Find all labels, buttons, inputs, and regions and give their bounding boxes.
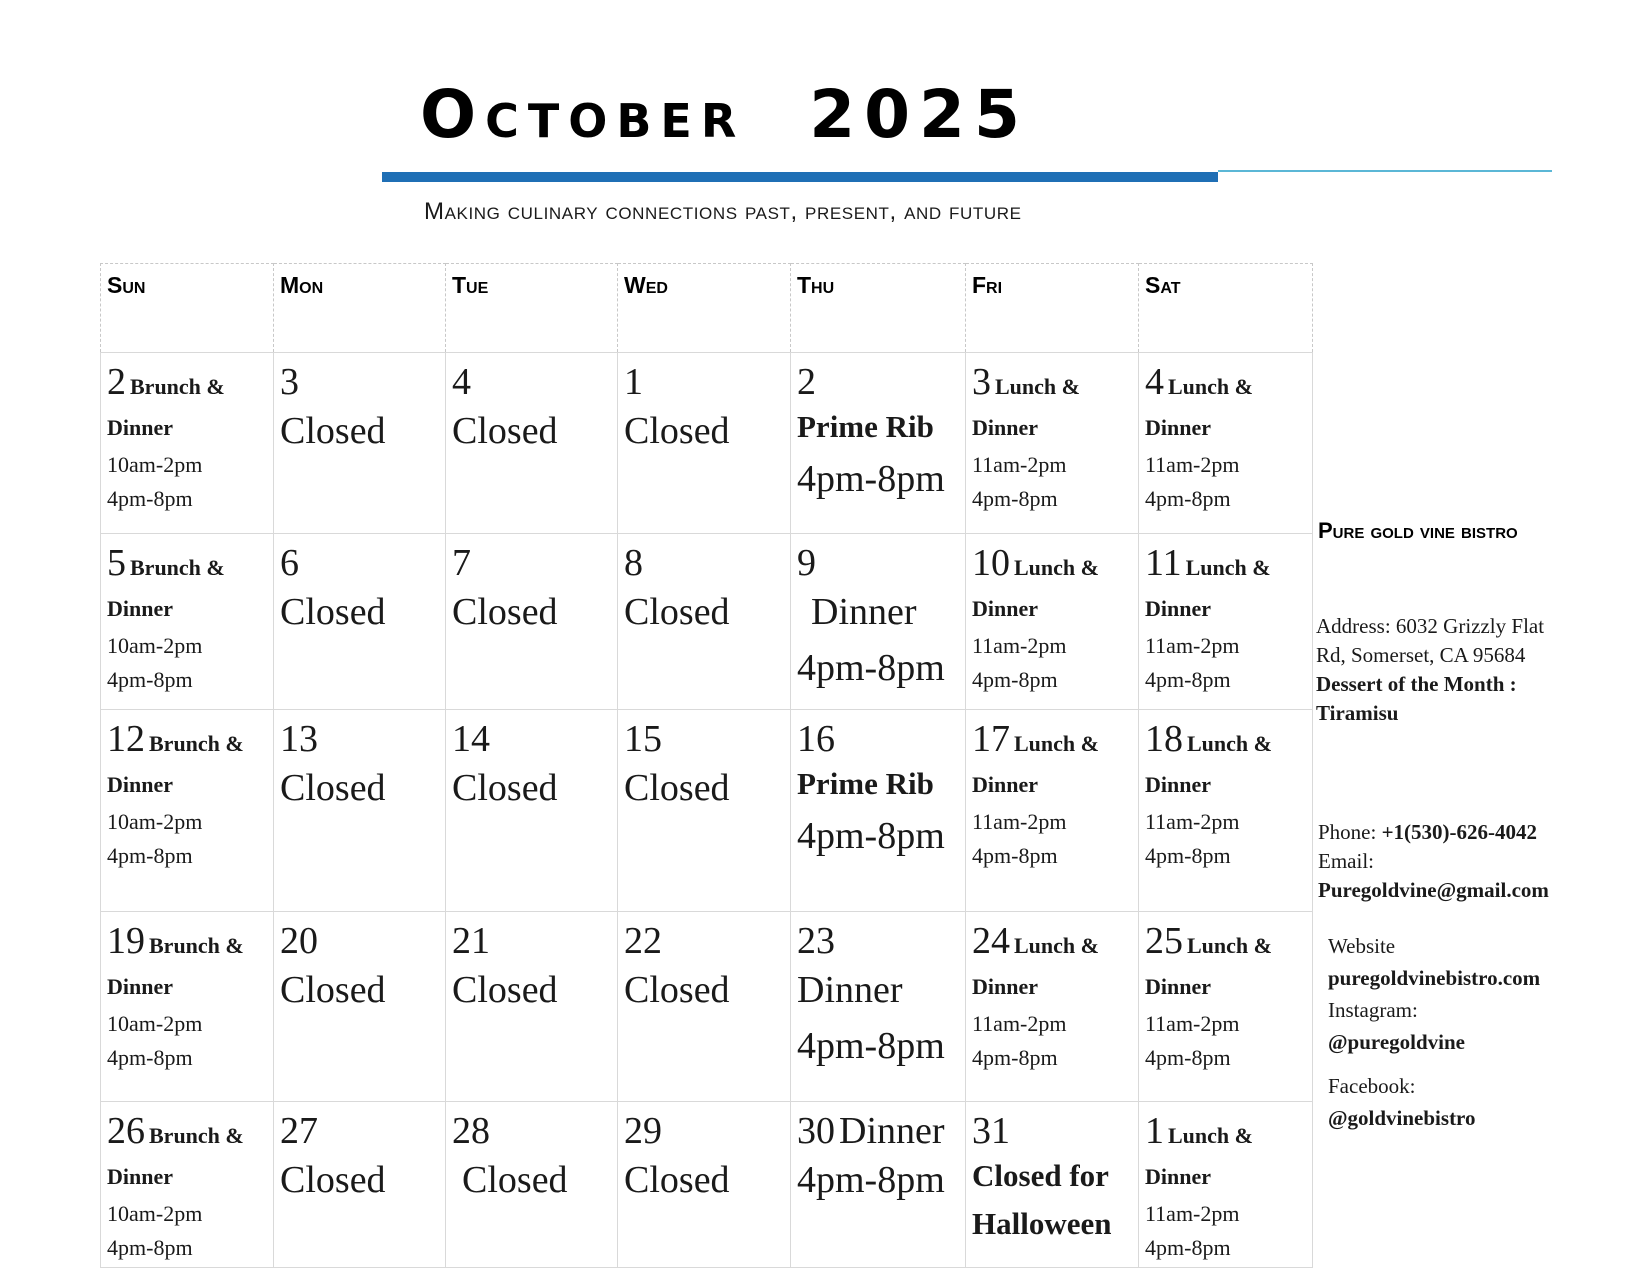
- day-number: 13: [280, 718, 318, 760]
- social-block: [1328, 930, 1598, 1134]
- service-label: Brunch &: [130, 374, 225, 399]
- email-label: Email:: [1318, 849, 1374, 873]
- phone-value[interactable]: +1(530)-626-4042: [1381, 820, 1538, 844]
- closed-label: Closed: [462, 1159, 568, 1201]
- service-hours: 11am-2pm: [972, 633, 1067, 658]
- day-number: 7: [452, 542, 471, 584]
- service-hours: 4pm-8pm: [107, 486, 193, 511]
- closed-label: Closed: [280, 410, 386, 452]
- service-label: Dinner: [811, 591, 917, 633]
- service-hours: 4pm-8pm: [1145, 1045, 1231, 1070]
- instagram-handle[interactable]: @puregoldvine: [1328, 1030, 1466, 1054]
- day-number: 4: [452, 361, 471, 403]
- service-label: Brunch &: [149, 731, 244, 756]
- address-line-1: 6032 Grizzly Flat: [1395, 614, 1545, 638]
- day-cell: [101, 1102, 274, 1268]
- service-label-cont: Dinner: [1145, 415, 1211, 440]
- day-cell: [446, 353, 618, 534]
- day-number: 1: [1145, 1110, 1164, 1152]
- day-number: 4: [1145, 361, 1164, 403]
- day-number: 26: [107, 1110, 145, 1152]
- service-label: Dinner: [797, 969, 903, 1011]
- week-row: [101, 912, 1313, 1102]
- service-hours: 4pm-8pm: [972, 667, 1058, 692]
- instagram-label: Instagram:: [1328, 998, 1418, 1022]
- weekday-header-row: [101, 264, 1313, 353]
- service-label-cont: Dinner: [1145, 596, 1211, 621]
- day-number: 20: [280, 920, 318, 962]
- service-label: Lunch &: [1187, 933, 1272, 958]
- service-label-cont: Dinner: [1145, 1164, 1211, 1189]
- bistro-name: Pure gold vine bistro: [1318, 518, 1518, 543]
- service-hours: 4pm-8pm: [1145, 667, 1231, 692]
- service-hours: 10am-2pm: [107, 809, 203, 834]
- service-label: Lunch &: [1185, 555, 1271, 580]
- day-cell: [446, 534, 618, 710]
- day-cell: [1139, 1102, 1313, 1268]
- day-number: 24: [972, 920, 1010, 962]
- address-block: [1316, 612, 1566, 728]
- service-hours: 4pm-8pm: [107, 843, 193, 868]
- service-hours: 4pm-8pm: [107, 667, 193, 692]
- facebook-label: Facebook:: [1328, 1074, 1416, 1098]
- closed-label: Closed: [624, 410, 730, 452]
- email-value[interactable]: Puregoldvine@gmail.com: [1318, 878, 1549, 902]
- service-label-cont: Dinner: [107, 415, 173, 440]
- day-number: 3: [280, 361, 299, 403]
- day-number: 23: [797, 920, 835, 962]
- day-number: 12: [107, 718, 145, 760]
- day-number: 17: [972, 718, 1010, 760]
- day-number: 14: [452, 718, 490, 760]
- service-hours: 4pm-8pm: [972, 843, 1058, 868]
- service-hours: 11am-2pm: [1145, 1201, 1240, 1226]
- day-cell: [966, 1102, 1139, 1268]
- day-cell: [274, 1102, 446, 1268]
- day-number: 27: [280, 1110, 318, 1152]
- day-cell: [101, 353, 274, 534]
- dessert-value: Tiramisu: [1316, 701, 1399, 725]
- day-cell: [1139, 534, 1313, 710]
- day-number: 19: [107, 920, 145, 962]
- day-cell: [101, 912, 274, 1102]
- closed-label: Closed: [624, 1159, 730, 1201]
- day-number: 30: [797, 1110, 835, 1152]
- service-hours: 11am-2pm: [972, 809, 1067, 834]
- weekday-wed: Wed: [618, 264, 791, 353]
- service-hours: 11am-2pm: [972, 452, 1067, 477]
- service-hours: 11am-2pm: [1145, 452, 1240, 477]
- service-label-cont: Dinner: [107, 1164, 173, 1189]
- day-cell: [446, 912, 618, 1102]
- week-row: [101, 353, 1313, 534]
- service-hours: 4pm-8pm: [972, 486, 1058, 511]
- service-label-cont: Dinner: [107, 974, 173, 999]
- day-number: 29: [624, 1110, 662, 1152]
- calendar-title: October 2025: [420, 76, 1029, 153]
- closed-label: Closed: [452, 767, 558, 809]
- service-hours: 4pm-8pm: [1145, 1235, 1231, 1260]
- day-cell: [274, 912, 446, 1102]
- closed-label: Closed: [280, 969, 386, 1011]
- service-hours: 4pm-8pm: [797, 1025, 945, 1067]
- service-hours: 11am-2pm: [1145, 1011, 1240, 1036]
- day-cell: [274, 353, 446, 534]
- closed-label: Closed: [624, 591, 730, 633]
- service-label: Lunch &: [995, 374, 1080, 399]
- service-label-cont: Dinner: [1145, 974, 1211, 999]
- week-row: [101, 710, 1313, 912]
- day-number: 16: [797, 718, 835, 760]
- service-label-cont: Dinner: [972, 596, 1038, 621]
- weekday-sun: Sun: [101, 264, 274, 353]
- day-cell: [618, 534, 791, 710]
- day-cell: [446, 710, 618, 912]
- day-number: 11: [1145, 542, 1182, 584]
- weekday-tue: Tue: [446, 264, 618, 353]
- service-hours: 4pm-8pm: [797, 647, 945, 689]
- service-hours: 4pm-8pm: [797, 815, 945, 857]
- weekday-fri: Fri: [966, 264, 1139, 353]
- weekday-mon: Mon: [274, 264, 446, 353]
- day-cell: [791, 534, 966, 710]
- special-label: Prime Rib: [797, 766, 934, 801]
- closed-label: Closed: [452, 591, 558, 633]
- service-hours: 4pm-8pm: [972, 1045, 1058, 1070]
- facebook-handle[interactable]: @goldvinebistro: [1328, 1106, 1476, 1130]
- day-cell: [966, 353, 1139, 534]
- phone-label: Phone:: [1318, 820, 1382, 844]
- weekday-thu: Thu: [791, 264, 966, 353]
- title-rule-thin: [1218, 170, 1552, 172]
- service-label: Brunch &: [130, 555, 225, 580]
- service-label: Dinner: [839, 1110, 945, 1152]
- day-cell: [274, 710, 446, 912]
- service-label-cont: Dinner: [107, 596, 173, 621]
- day-cell: [966, 534, 1139, 710]
- service-hours: 11am-2pm: [1145, 809, 1240, 834]
- service-label-cont: Dinner: [972, 772, 1038, 797]
- day-cell: [791, 353, 966, 534]
- closed-label: Closed: [624, 767, 730, 809]
- contact-block: [1318, 818, 1598, 905]
- day-number: 6: [280, 542, 299, 584]
- special-label: Prime Rib: [797, 409, 934, 444]
- title-rule-thick: [382, 172, 1218, 182]
- day-number: 1: [624, 361, 643, 403]
- day-cell: [274, 534, 446, 710]
- week-row: [101, 534, 1313, 710]
- week-row: [101, 1102, 1313, 1268]
- service-hours: 4pm-8pm: [797, 1159, 945, 1201]
- service-hours: 4pm-8pm: [797, 458, 945, 500]
- day-cell: [966, 912, 1139, 1102]
- day-cell: [1139, 710, 1313, 912]
- day-cell: [618, 353, 791, 534]
- day-cell: [101, 710, 274, 912]
- service-hours: 11am-2pm: [1145, 633, 1240, 658]
- service-hours: 4pm-8pm: [1145, 843, 1231, 868]
- tagline: Making culinary connections past, present, and future: [424, 198, 1022, 225]
- service-label: Lunch &: [1187, 731, 1272, 756]
- service-label: Brunch &: [149, 1123, 244, 1148]
- day-number: 25: [1145, 920, 1183, 962]
- service-hours: 11am-2pm: [972, 1011, 1067, 1036]
- closed-label: Closed: [452, 410, 558, 452]
- address-label: Address:: [1316, 614, 1396, 638]
- day-number: 2: [107, 361, 126, 403]
- day-cell: [446, 1102, 618, 1268]
- service-hours: 4pm-8pm: [107, 1235, 193, 1260]
- closed-label: Closed: [280, 767, 386, 809]
- day-cell: [618, 710, 791, 912]
- day-cell: [101, 534, 274, 710]
- service-label-cont: Dinner: [972, 415, 1038, 440]
- day-number: 15: [624, 718, 662, 760]
- day-number: 3: [972, 361, 991, 403]
- service-hours: 4pm-8pm: [107, 1045, 193, 1070]
- day-number: 22: [624, 920, 662, 962]
- day-cell: [791, 710, 966, 912]
- day-cell: [1139, 353, 1313, 534]
- dessert-label: Dessert of the Month :: [1316, 672, 1517, 696]
- day-cell: [966, 710, 1139, 912]
- weekday-sat: Sat: [1139, 264, 1313, 353]
- day-cell: [618, 1102, 791, 1268]
- day-number: 8: [624, 542, 643, 584]
- day-cell: [618, 912, 791, 1102]
- website-link[interactable]: puregoldvinebistro.com: [1328, 966, 1541, 990]
- closed-label: Closed: [624, 969, 730, 1011]
- service-label-cont: Dinner: [972, 974, 1038, 999]
- service-hours: 10am-2pm: [107, 1201, 203, 1226]
- day-number: 5: [107, 542, 126, 584]
- day-number: 31: [972, 1110, 1010, 1152]
- special-label: Closed for Halloween: [972, 1158, 1112, 1241]
- service-label: Lunch &: [1014, 731, 1099, 756]
- service-label: Lunch &: [1014, 933, 1099, 958]
- address-line-2: Rd, Somerset, CA 95684: [1316, 643, 1526, 667]
- day-number: 21: [452, 920, 490, 962]
- service-label: Lunch &: [1168, 1123, 1253, 1148]
- day-number: 2: [797, 361, 816, 403]
- closed-label: Closed: [280, 1159, 386, 1201]
- service-label: Lunch &: [1014, 555, 1099, 580]
- service-hours: 10am-2pm: [107, 633, 203, 658]
- service-label-cont: Dinner: [107, 772, 173, 797]
- day-cell: [1139, 912, 1313, 1102]
- day-cell: [791, 1102, 966, 1268]
- service-label: Lunch &: [1168, 374, 1253, 399]
- service-label-cont: Dinner: [1145, 772, 1211, 797]
- closed-label: Closed: [452, 969, 558, 1011]
- website-label: Website: [1328, 934, 1396, 958]
- service-hours: 4pm-8pm: [1145, 486, 1231, 511]
- service-hours: 10am-2pm: [107, 1011, 203, 1036]
- day-number: 18: [1145, 718, 1183, 760]
- day-cell: [791, 912, 966, 1102]
- day-number: 10: [972, 542, 1010, 584]
- service-hours: 10am-2pm: [107, 452, 203, 477]
- calendar-grid: [100, 263, 1313, 1268]
- day-number: 28: [452, 1110, 490, 1152]
- day-number: 9: [797, 542, 816, 584]
- service-label: Brunch &: [149, 933, 244, 958]
- closed-label: Closed: [280, 591, 386, 633]
